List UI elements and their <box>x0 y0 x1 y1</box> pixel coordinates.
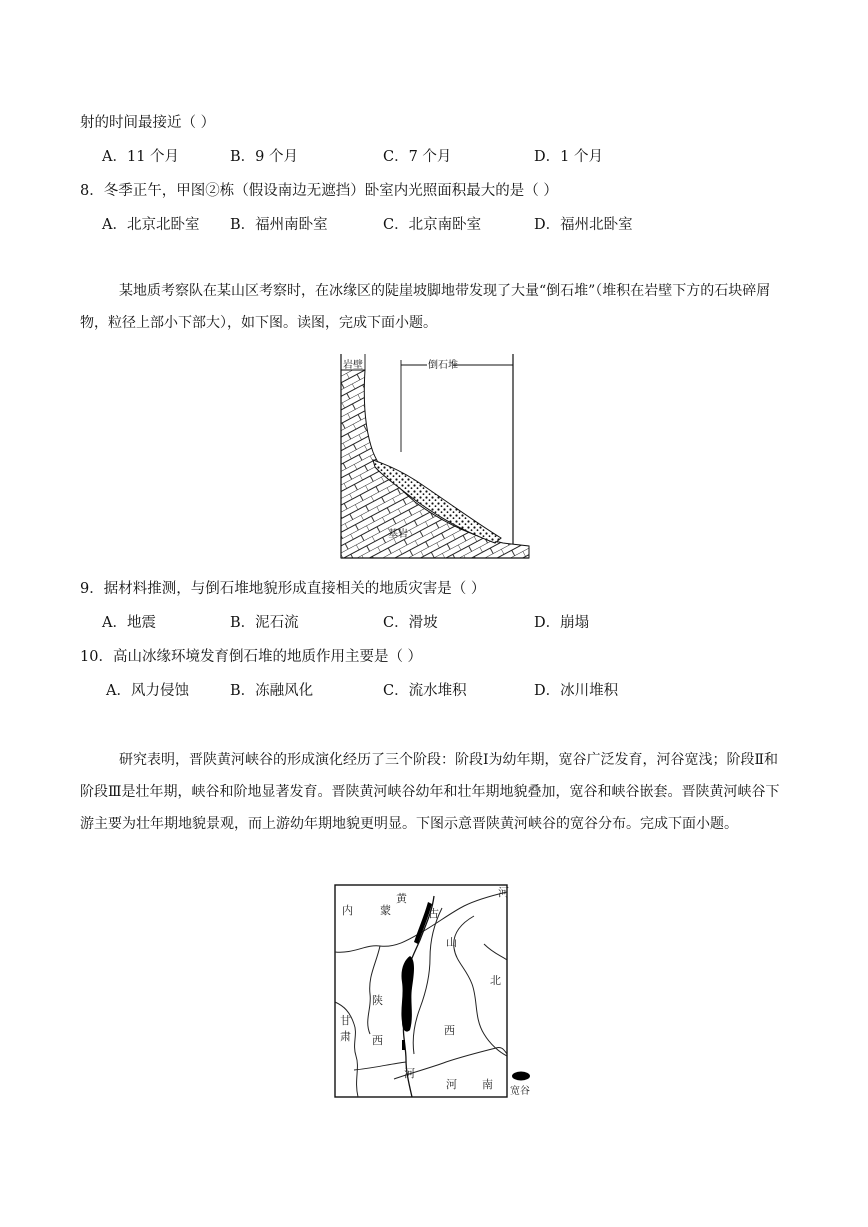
map-label-shaan: 陕 <box>372 994 383 1007</box>
q8-option-d: D．福州北卧室 <box>534 217 633 233</box>
map-label-shan: 山 <box>446 936 457 949</box>
q9-option-c: C．滑坡 <box>383 615 438 631</box>
q7-option-b: B．9 个月 <box>230 149 298 165</box>
q8-option-b: B．福州南卧室 <box>230 217 328 233</box>
q10-option-d: D．冰川堆积 <box>534 683 619 699</box>
scree-figure <box>335 352 535 562</box>
label-rock-wall: 岩壁 <box>343 360 363 371</box>
map-label-gan: 甘 <box>340 1014 351 1027</box>
bedrock-body <box>341 370 529 558</box>
q7-stem-tail: 射的时间最接近（ ） <box>80 115 216 131</box>
map-label-xi-shaanxi: 西 <box>372 1034 383 1047</box>
q7-option-a: A．11 个月 <box>102 149 180 165</box>
passage-yellow-river-gorge: 研究表明，晋陕黄河峡谷的形成演化经历了三个阶段：阶段Ⅰ为幼年期，宽谷广泛发育，河谷宽浅；阶段Ⅱ和阶段Ⅲ是壮年期，峡谷和阶地显著发育。晋陕黄河峡谷幼年和壮年期地貌叠加，宽谷和峡谷嵌套。晋陕黄河峡谷下游主要为壮年期地貌景观，而上游幼年期地貌更明显。下图示意晋陕黄河峡谷的宽谷分布。完成下面小题。 <box>80 752 780 832</box>
map-label-nei: 内 <box>342 904 353 917</box>
q9-option-b: B．泥石流 <box>230 615 299 631</box>
map-label-xi-shanxi: 西 <box>444 1024 455 1037</box>
map-label-huang: 黄 <box>396 892 407 905</box>
map-label-meng: 蒙 <box>380 904 391 917</box>
q9-stem: 9．据材料推测，与倒石堆地貌形成直接相关的地质灾害是（ ） <box>80 581 486 597</box>
map-label-bei: 北 <box>490 974 501 987</box>
q7-option-d: D．1 个月 <box>534 149 603 165</box>
q10-option-b: B．冻融风化 <box>230 683 314 699</box>
label-scree: 倒石堆 <box>428 360 458 371</box>
label-bedrock: 基岩 <box>388 529 408 540</box>
map-label-su: 肃 <box>340 1030 351 1043</box>
q8-option-a: A．北京北卧室 <box>102 217 200 233</box>
map-label-he-river: 河 <box>404 1067 415 1080</box>
q10-option-a: A．风力侵蚀 <box>106 683 189 699</box>
q8-option-c: C．北京南卧室 <box>383 217 482 233</box>
q9-option-d: D．崩塌 <box>534 615 590 631</box>
map-label-nan: 南 <box>482 1078 493 1091</box>
q8-stem: 8．冬季正午，甲图②栋（假设南边无遮挡）卧室内光照面积最大的是（ ） <box>80 183 558 199</box>
map-label-he-henan: 河 <box>446 1078 457 1091</box>
legend-wide-valley-icon <box>512 1072 530 1081</box>
q7-option-c: C．7 个月 <box>383 149 452 165</box>
passage-scree: 某地质考察队在某山区考察时，在冰缘区的陡崖坡脚地带发现了大量“倒石堆”（堆积在岩壁下方的石块碎屑物，粒径上部小下部大），如下图。读图，完成下面小题。 <box>80 283 771 331</box>
q10-option-c: C．流水堆积 <box>383 683 467 699</box>
gorge-map <box>334 884 534 1099</box>
wide-valley-small <box>402 1040 405 1050</box>
q9-option-a: A．地震 <box>102 615 156 631</box>
map-label-gu: 古 <box>428 907 439 920</box>
map-label-hebei-cut: 河 <box>498 886 509 899</box>
legend-wide-valley-label: 宽谷 <box>510 1086 530 1097</box>
q10-stem: 10．高山冰缘环境发育倒石堆的地质作用主要是（ ） <box>80 649 423 665</box>
